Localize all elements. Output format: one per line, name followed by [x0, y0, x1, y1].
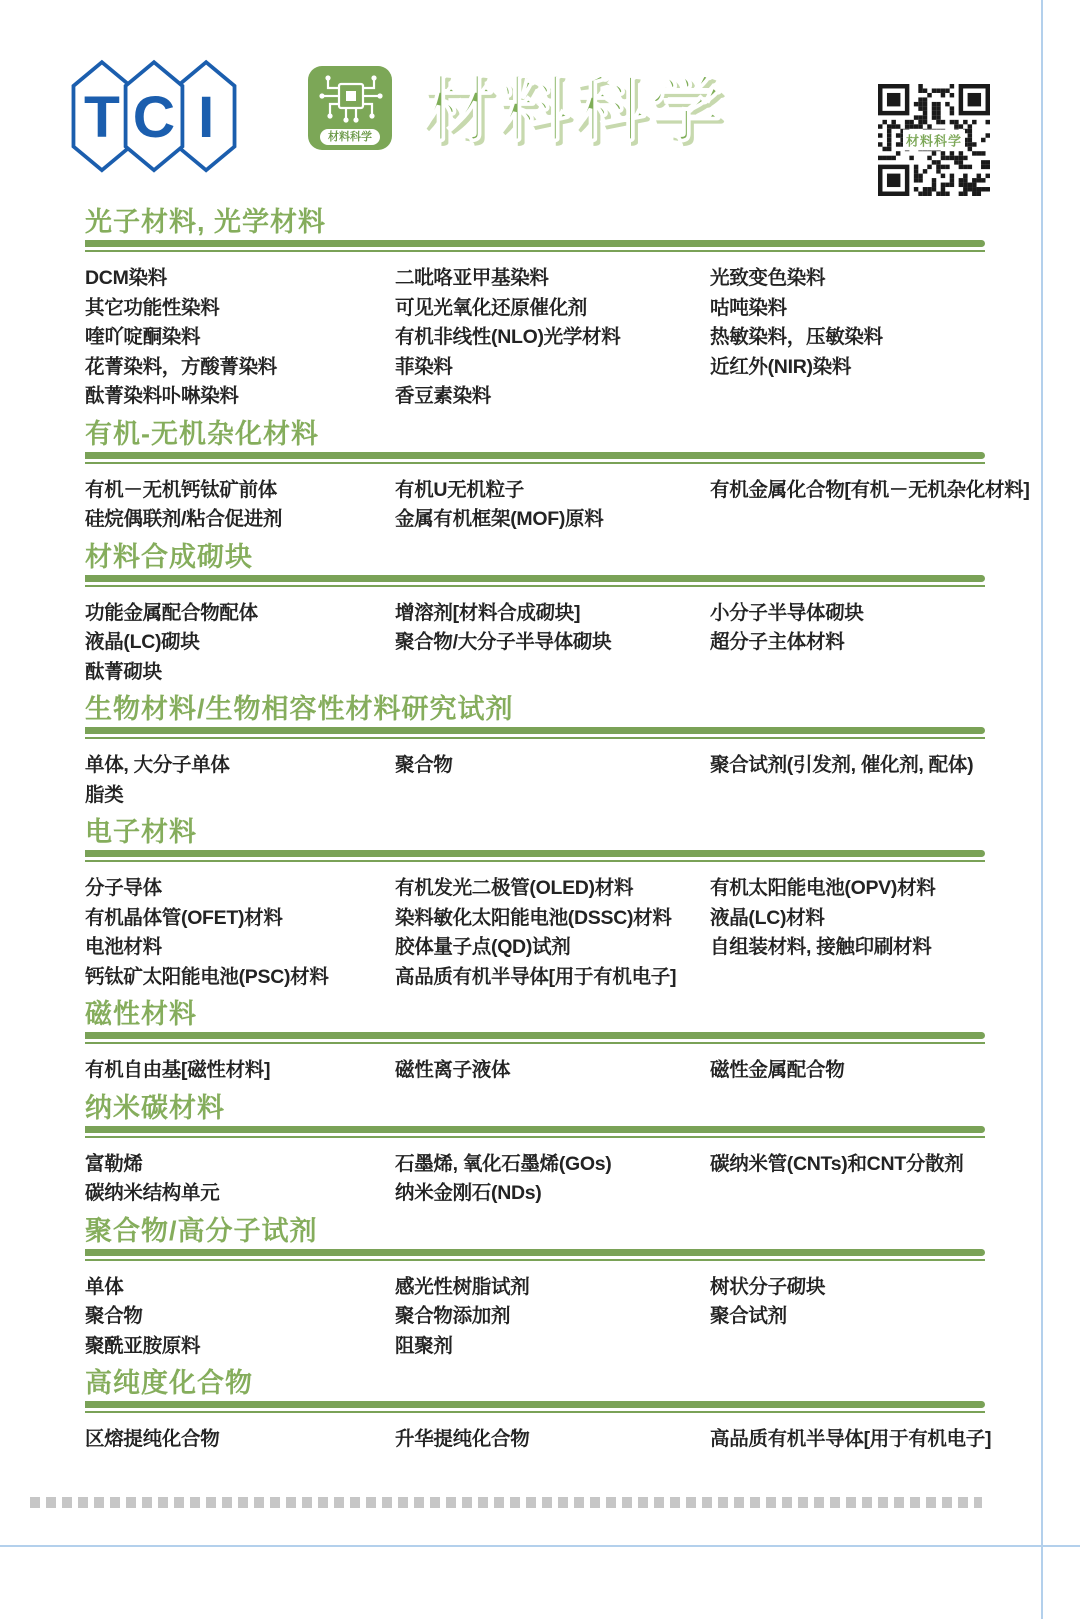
category-column [710, 476, 1030, 535]
category-section [85, 541, 985, 688]
section-title: 生物材料/生物相容性材料研究试剂 [85, 694, 514, 724]
category-section [85, 816, 985, 992]
category-item: 有机非线性(NLO)光学材料 [395, 326, 621, 348]
category-item: 有机自由基[磁性材料] [85, 1059, 271, 1081]
category-item: 单体 [85, 1275, 124, 1298]
category-item: 钙钛矿太阳能电池(PSC)材料 [85, 965, 329, 988]
category-column [395, 1425, 710, 1455]
category-column [395, 751, 710, 810]
category-column [395, 1056, 710, 1086]
section-title: 高纯度化合物 [85, 1368, 253, 1398]
category-item: 染料敏化太阳能电池(DSSC)材料 [395, 906, 672, 929]
category-item: 液晶(LC)材料 [710, 906, 825, 929]
category-item: 咕吨染料 [710, 296, 787, 319]
section-rule-thick [85, 240, 985, 247]
category-column [710, 599, 985, 688]
category-column [395, 1273, 710, 1362]
category-column [710, 1425, 991, 1455]
section-rule-thick [85, 575, 985, 582]
category-section [85, 1215, 985, 1362]
section-title: 聚合物/高分子试剂 [85, 1215, 318, 1246]
section-columns [85, 862, 985, 992]
category-item: 香豆素染料 [395, 385, 492, 407]
category-item: 超分子主体材料 [710, 631, 845, 653]
sections [85, 206, 1030, 1461]
category-item: 碳纳米结构单元 [85, 1182, 220, 1204]
category-column [395, 874, 710, 992]
category-item: 近红外(NIR)染料 [710, 355, 852, 378]
section-columns [85, 252, 985, 412]
category-section [85, 1092, 985, 1209]
section-title: 电子材料 [85, 817, 197, 847]
category-item: 酞菁砌块 [85, 660, 162, 683]
page-title: 材料科学 [422, 71, 727, 151]
section-rule-thick [85, 1126, 985, 1133]
category-item: 有机U无机粒子 [395, 478, 524, 501]
category-item: 阻聚剂 [395, 1334, 453, 1357]
category-item: 纳米金刚石(NDs) [395, 1182, 542, 1204]
category-column [85, 1273, 395, 1362]
category-item: 光致变色染料 [710, 267, 826, 289]
dotted-divider [30, 1497, 982, 1508]
category-item: 有机发光二极管(OLED)材料 [395, 877, 634, 899]
category-item: 金属有机框架(MOF)原料 [395, 508, 604, 530]
category-item: 有机－无机钙钛矿前体 [85, 478, 278, 501]
logo-letter: C [132, 85, 176, 151]
category-section [85, 418, 1030, 535]
category-column [85, 1425, 395, 1455]
section-rule-thick [85, 727, 985, 734]
category-column [710, 751, 985, 810]
section-rule-thick [85, 1249, 985, 1256]
category-item: 富勒烯 [85, 1152, 143, 1175]
category-item: 有机晶体管(OFET)材料 [85, 906, 283, 929]
category-column [85, 1056, 395, 1086]
section-title: 有机-无机杂化材料 [85, 418, 319, 449]
category-item: 聚合物 [85, 1305, 143, 1327]
category-item: 液晶(LC)砌块 [85, 631, 200, 653]
category-column [710, 1056, 985, 1086]
section-rule-thick [85, 1401, 985, 1408]
category-item: 磁性金属配合物 [710, 1059, 845, 1081]
category-item: 分子导体 [85, 877, 162, 899]
category-item: 单体, 大分子单体 [85, 754, 230, 776]
category-column [710, 874, 985, 992]
section-rule-thick [85, 850, 985, 857]
category-item: 胶体量子点(QD)试剂 [395, 936, 571, 958]
category-item: 可见光氧化还原催化剂 [395, 296, 588, 319]
category-item: 功能金属配合物配体 [85, 601, 258, 624]
category-item: 碳纳米管(CNTs)和CNT分散剂 [710, 1152, 964, 1175]
section-title: 光子材料, 光学材料 [85, 207, 327, 237]
page-edge-line-right [1041, 0, 1043, 1619]
category-item: 二吡咯亚甲基染料 [395, 267, 549, 289]
section-title: 材料合成砌块 [85, 541, 253, 572]
category-item: 聚合物/大分子半导体砌块 [395, 631, 612, 653]
category-item: 硅烷偶联剂/粘合促进剂 [85, 508, 283, 530]
category-item: 花菁染料，方酸菁染料 [85, 355, 278, 378]
tci-logo [64, 56, 244, 189]
section-title: 磁性材料 [85, 999, 197, 1029]
category-section [85, 693, 985, 810]
page-edge-line-bottom [0, 1545, 1080, 1547]
badge-label: 材料科学 [320, 129, 380, 145]
section-columns [85, 1261, 985, 1362]
section-title: 纳米碳材料 [85, 1092, 225, 1123]
qr-code [878, 84, 990, 196]
category-item: 石墨烯, 氧化石墨烯(GOs) [395, 1152, 612, 1175]
category-item: 高品质有机半导体[用于有机电子] [710, 1428, 992, 1450]
category-column [395, 264, 710, 412]
category-item: 电池材料 [85, 936, 162, 958]
category-column [85, 874, 395, 992]
category-item: 其它功能性染料 [85, 296, 220, 319]
materials-science-badge [308, 66, 392, 150]
category-section [85, 998, 985, 1086]
category-item: DCM染料 [85, 267, 167, 289]
section-columns [85, 739, 985, 810]
tci-logo-hexagons [64, 56, 244, 184]
category-column [395, 599, 710, 688]
category-column [395, 476, 710, 535]
category-section [85, 206, 985, 412]
category-item: 脂类 [85, 783, 124, 806]
category-item: 酞菁染料卟啉染料 [85, 385, 239, 407]
section-columns [85, 1138, 985, 1209]
category-item: 感光性树脂试剂 [395, 1275, 530, 1298]
section-columns [85, 1413, 992, 1455]
logo-letter: I [197, 85, 215, 151]
category-column [710, 1150, 985, 1209]
qr-code-label: 材料科学 [903, 130, 965, 151]
category-item: 磁性离子液体 [395, 1059, 511, 1081]
category-item: 聚合物 [395, 754, 453, 776]
category-item: 有机太阳能电池(OPV)材料 [710, 877, 936, 899]
category-item: 热敏染料，压敏染料 [710, 326, 883, 348]
section-columns [85, 1044, 985, 1086]
category-column [85, 1150, 395, 1209]
category-column [85, 751, 395, 810]
category-item: 喹吖啶酮染料 [85, 326, 201, 348]
category-section [85, 1367, 992, 1455]
category-item: 树状分子砌块 [710, 1275, 826, 1298]
category-column [85, 264, 395, 412]
category-item: 菲染料 [395, 355, 453, 378]
category-column [85, 476, 395, 535]
category-item: 聚酰亚胺原料 [85, 1334, 201, 1357]
section-columns [85, 587, 985, 688]
category-item: 聚合试剂(引发剂, 催化剂, 配体) [710, 754, 974, 776]
category-item: 小分子半导体砌块 [710, 601, 864, 624]
category-item: 有机金属化合物[有机－无机杂化材料] [710, 478, 1030, 501]
category-column [710, 264, 985, 412]
category-item: 自组装材料, 接触印刷材料 [710, 936, 932, 958]
category-column [710, 1273, 985, 1362]
section-rule-thick [85, 1032, 985, 1039]
category-item: 聚合试剂 [710, 1305, 787, 1327]
category-column [85, 599, 395, 688]
category-item: 增溶剂[材料合成砌块] [395, 601, 581, 624]
category-item: 聚合物添加剂 [395, 1305, 511, 1327]
section-columns [85, 464, 1030, 535]
section-rule-thick [85, 452, 985, 459]
category-item: 升华提纯化合物 [395, 1428, 530, 1450]
category-item: 高品质有机半导体[用于有机电子] [395, 965, 677, 988]
category-item: 区熔提纯化合物 [85, 1428, 220, 1450]
category-column [395, 1150, 710, 1209]
logo-letter: T [83, 85, 120, 151]
